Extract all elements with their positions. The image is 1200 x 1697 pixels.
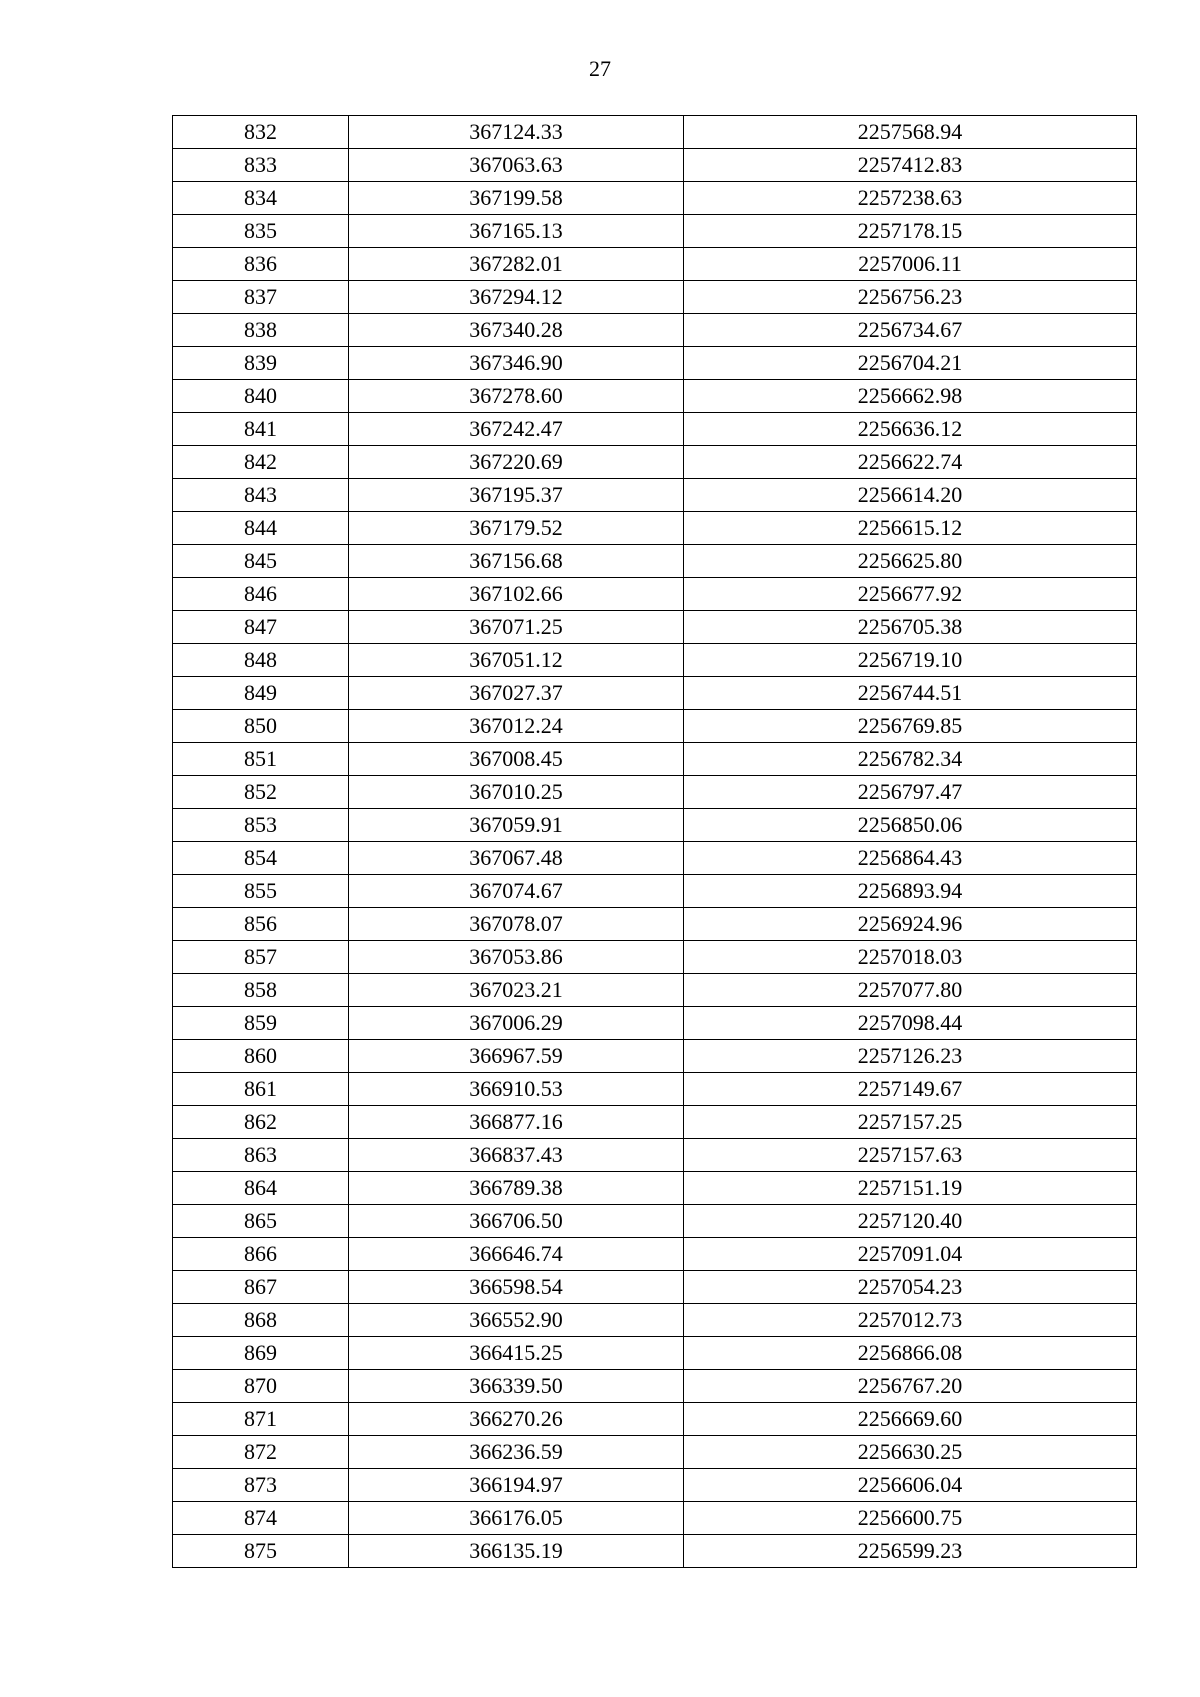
table-row	[173, 182, 1137, 215]
x-coordinate-cell: 367010.25	[349, 776, 684, 809]
point-number-cell: 848	[173, 644, 349, 677]
x-coordinate-cell: 366552.90	[349, 1304, 684, 1337]
table-row	[173, 809, 1137, 842]
table-row	[173, 1106, 1137, 1139]
point-number-cell: 873	[173, 1469, 349, 1502]
y-coordinate-cell: 2256606.04	[684, 1469, 1137, 1502]
point-number-cell: 867	[173, 1271, 349, 1304]
table-row	[173, 1436, 1137, 1469]
y-coordinate-cell: 2257238.63	[684, 182, 1137, 215]
y-coordinate-cell: 2256614.20	[684, 479, 1137, 512]
table-row	[173, 248, 1137, 281]
point-number-cell: 856	[173, 908, 349, 941]
point-number-cell: 835	[173, 215, 349, 248]
x-coordinate-cell: 366706.50	[349, 1205, 684, 1238]
x-coordinate-cell: 367063.63	[349, 149, 684, 182]
point-number-cell: 839	[173, 347, 349, 380]
table-row	[173, 1172, 1137, 1205]
point-number-cell: 841	[173, 413, 349, 446]
x-coordinate-cell: 367078.07	[349, 908, 684, 941]
table-row	[173, 974, 1137, 1007]
x-coordinate-cell: 367282.01	[349, 248, 684, 281]
point-number-cell: 834	[173, 182, 349, 215]
y-coordinate-cell: 2256756.23	[684, 281, 1137, 314]
y-coordinate-cell: 2257126.23	[684, 1040, 1137, 1073]
x-coordinate-cell: 367067.48	[349, 842, 684, 875]
y-coordinate-cell: 2256705.38	[684, 611, 1137, 644]
table-row	[173, 1337, 1137, 1370]
point-number-cell: 869	[173, 1337, 349, 1370]
point-number-cell: 850	[173, 710, 349, 743]
table-row	[173, 842, 1137, 875]
y-coordinate-cell: 2257120.40	[684, 1205, 1137, 1238]
point-number-cell: 868	[173, 1304, 349, 1337]
page-number: 27	[589, 56, 611, 81]
y-coordinate-cell: 2256767.20	[684, 1370, 1137, 1403]
table-row	[173, 611, 1137, 644]
point-number-cell: 840	[173, 380, 349, 413]
x-coordinate-cell: 367340.28	[349, 314, 684, 347]
x-coordinate-cell: 367006.29	[349, 1007, 684, 1040]
table-row	[173, 413, 1137, 446]
y-coordinate-cell: 2256636.12	[684, 413, 1137, 446]
point-number-cell: 843	[173, 479, 349, 512]
point-number-cell: 844	[173, 512, 349, 545]
point-number-cell: 857	[173, 941, 349, 974]
coordinates-table	[172, 115, 1137, 1568]
x-coordinate-cell: 366910.53	[349, 1073, 684, 1106]
table-row	[173, 1370, 1137, 1403]
point-number-cell: 859	[173, 1007, 349, 1040]
x-coordinate-cell: 366236.59	[349, 1436, 684, 1469]
point-number-cell: 854	[173, 842, 349, 875]
y-coordinate-cell: 2256769.85	[684, 710, 1137, 743]
y-coordinate-cell: 2256893.94	[684, 875, 1137, 908]
y-coordinate-cell: 2257157.25	[684, 1106, 1137, 1139]
table-row	[173, 1304, 1137, 1337]
point-number-cell: 863	[173, 1139, 349, 1172]
x-coordinate-cell: 367102.66	[349, 578, 684, 611]
point-number-cell: 842	[173, 446, 349, 479]
table-row	[173, 1238, 1137, 1271]
x-coordinate-cell: 366135.19	[349, 1535, 684, 1568]
table-row	[173, 281, 1137, 314]
y-coordinate-cell: 2257098.44	[684, 1007, 1137, 1040]
y-coordinate-cell: 2256864.43	[684, 842, 1137, 875]
x-coordinate-cell: 367156.68	[349, 545, 684, 578]
table-row	[173, 908, 1137, 941]
table-row	[173, 1139, 1137, 1172]
y-coordinate-cell: 2257412.83	[684, 149, 1137, 182]
y-coordinate-cell: 2256625.80	[684, 545, 1137, 578]
y-coordinate-cell: 2256630.25	[684, 1436, 1137, 1469]
y-coordinate-cell: 2257149.67	[684, 1073, 1137, 1106]
point-number-cell: 864	[173, 1172, 349, 1205]
y-coordinate-cell: 2257151.19	[684, 1172, 1137, 1205]
y-coordinate-cell: 2256622.74	[684, 446, 1137, 479]
point-number-cell: 874	[173, 1502, 349, 1535]
point-number-cell: 871	[173, 1403, 349, 1436]
table-row	[173, 446, 1137, 479]
x-coordinate-cell: 366877.16	[349, 1106, 684, 1139]
point-number-cell: 846	[173, 578, 349, 611]
point-number-cell: 861	[173, 1073, 349, 1106]
table-row	[173, 1073, 1137, 1106]
x-coordinate-cell: 366415.25	[349, 1337, 684, 1370]
table-row	[173, 380, 1137, 413]
point-number-cell: 855	[173, 875, 349, 908]
table-row	[173, 347, 1137, 380]
y-coordinate-cell: 2256744.51	[684, 677, 1137, 710]
x-coordinate-cell: 367242.47	[349, 413, 684, 446]
table-row	[173, 1271, 1137, 1304]
point-number-cell: 875	[173, 1535, 349, 1568]
x-coordinate-cell: 367124.33	[349, 116, 684, 149]
y-coordinate-cell: 2256599.23	[684, 1535, 1137, 1568]
point-number-cell: 838	[173, 314, 349, 347]
point-number-cell: 832	[173, 116, 349, 149]
table-row	[173, 149, 1137, 182]
x-coordinate-cell: 367012.24	[349, 710, 684, 743]
y-coordinate-cell: 2256797.47	[684, 776, 1137, 809]
point-number-cell: 866	[173, 1238, 349, 1271]
y-coordinate-cell: 2256782.34	[684, 743, 1137, 776]
x-coordinate-cell: 366646.74	[349, 1238, 684, 1271]
x-coordinate-cell: 367199.58	[349, 182, 684, 215]
point-number-cell: 852	[173, 776, 349, 809]
table-row	[173, 215, 1137, 248]
y-coordinate-cell: 2256669.60	[684, 1403, 1137, 1436]
point-number-cell: 849	[173, 677, 349, 710]
y-coordinate-cell: 2257568.94	[684, 116, 1137, 149]
table-row	[173, 710, 1137, 743]
x-coordinate-cell: 367059.91	[349, 809, 684, 842]
x-coordinate-cell: 367278.60	[349, 380, 684, 413]
point-number-cell: 860	[173, 1040, 349, 1073]
y-coordinate-cell: 2257006.11	[684, 248, 1137, 281]
table-row	[173, 578, 1137, 611]
point-number-cell: 858	[173, 974, 349, 1007]
x-coordinate-cell: 367294.12	[349, 281, 684, 314]
y-coordinate-cell: 2256850.06	[684, 809, 1137, 842]
point-number-cell: 865	[173, 1205, 349, 1238]
x-coordinate-cell: 367051.12	[349, 644, 684, 677]
table-row	[173, 1403, 1137, 1436]
point-number-cell: 870	[173, 1370, 349, 1403]
y-coordinate-cell: 2257054.23	[684, 1271, 1137, 1304]
x-coordinate-cell: 367220.69	[349, 446, 684, 479]
point-number-cell: 853	[173, 809, 349, 842]
table-row	[173, 1007, 1137, 1040]
x-coordinate-cell: 366837.43	[349, 1139, 684, 1172]
table-row	[173, 545, 1137, 578]
y-coordinate-cell: 2256924.96	[684, 908, 1137, 941]
x-coordinate-cell: 367195.37	[349, 479, 684, 512]
table-row	[173, 644, 1137, 677]
table-row	[173, 875, 1137, 908]
x-coordinate-cell: 366194.97	[349, 1469, 684, 1502]
point-number-cell: 836	[173, 248, 349, 281]
point-number-cell: 845	[173, 545, 349, 578]
table-row	[173, 743, 1137, 776]
x-coordinate-cell: 366176.05	[349, 1502, 684, 1535]
y-coordinate-cell: 2256677.92	[684, 578, 1137, 611]
table-row	[173, 1535, 1137, 1568]
point-number-cell: 837	[173, 281, 349, 314]
y-coordinate-cell: 2256662.98	[684, 380, 1137, 413]
table-row	[173, 1469, 1137, 1502]
x-coordinate-cell: 366270.26	[349, 1403, 684, 1436]
point-number-cell: 872	[173, 1436, 349, 1469]
table-row	[173, 776, 1137, 809]
x-coordinate-cell: 366598.54	[349, 1271, 684, 1304]
y-coordinate-cell: 2257157.63	[684, 1139, 1137, 1172]
x-coordinate-cell: 366967.59	[349, 1040, 684, 1073]
point-number-cell: 847	[173, 611, 349, 644]
x-coordinate-cell: 367165.13	[349, 215, 684, 248]
y-coordinate-cell: 2256866.08	[684, 1337, 1137, 1370]
x-coordinate-cell: 367023.21	[349, 974, 684, 1007]
y-coordinate-cell: 2257012.73	[684, 1304, 1137, 1337]
point-number-cell: 851	[173, 743, 349, 776]
x-coordinate-cell: 367008.45	[349, 743, 684, 776]
point-number-cell: 833	[173, 149, 349, 182]
x-coordinate-cell: 367053.86	[349, 941, 684, 974]
y-coordinate-cell: 2256600.75	[684, 1502, 1137, 1535]
x-coordinate-cell: 366789.38	[349, 1172, 684, 1205]
y-coordinate-cell: 2257178.15	[684, 215, 1137, 248]
table-row	[173, 314, 1137, 347]
y-coordinate-cell: 2256719.10	[684, 644, 1137, 677]
y-coordinate-cell: 2257091.04	[684, 1238, 1137, 1271]
table-row	[173, 941, 1137, 974]
y-coordinate-cell: 2257077.80	[684, 974, 1137, 1007]
x-coordinate-cell: 367346.90	[349, 347, 684, 380]
point-number-cell: 862	[173, 1106, 349, 1139]
x-coordinate-cell: 367179.52	[349, 512, 684, 545]
x-coordinate-cell: 367071.25	[349, 611, 684, 644]
y-coordinate-cell: 2256704.21	[684, 347, 1137, 380]
y-coordinate-cell: 2257018.03	[684, 941, 1137, 974]
table-row	[173, 677, 1137, 710]
coordinates-table-body	[173, 116, 1137, 1568]
x-coordinate-cell: 366339.50	[349, 1370, 684, 1403]
y-coordinate-cell: 2256734.67	[684, 314, 1137, 347]
table-row	[173, 116, 1137, 149]
table-row	[173, 1502, 1137, 1535]
table-row	[173, 1040, 1137, 1073]
x-coordinate-cell: 367074.67	[349, 875, 684, 908]
y-coordinate-cell: 2256615.12	[684, 512, 1137, 545]
table-row	[173, 479, 1137, 512]
table-row	[173, 1205, 1137, 1238]
x-coordinate-cell: 367027.37	[349, 677, 684, 710]
table-row	[173, 512, 1137, 545]
